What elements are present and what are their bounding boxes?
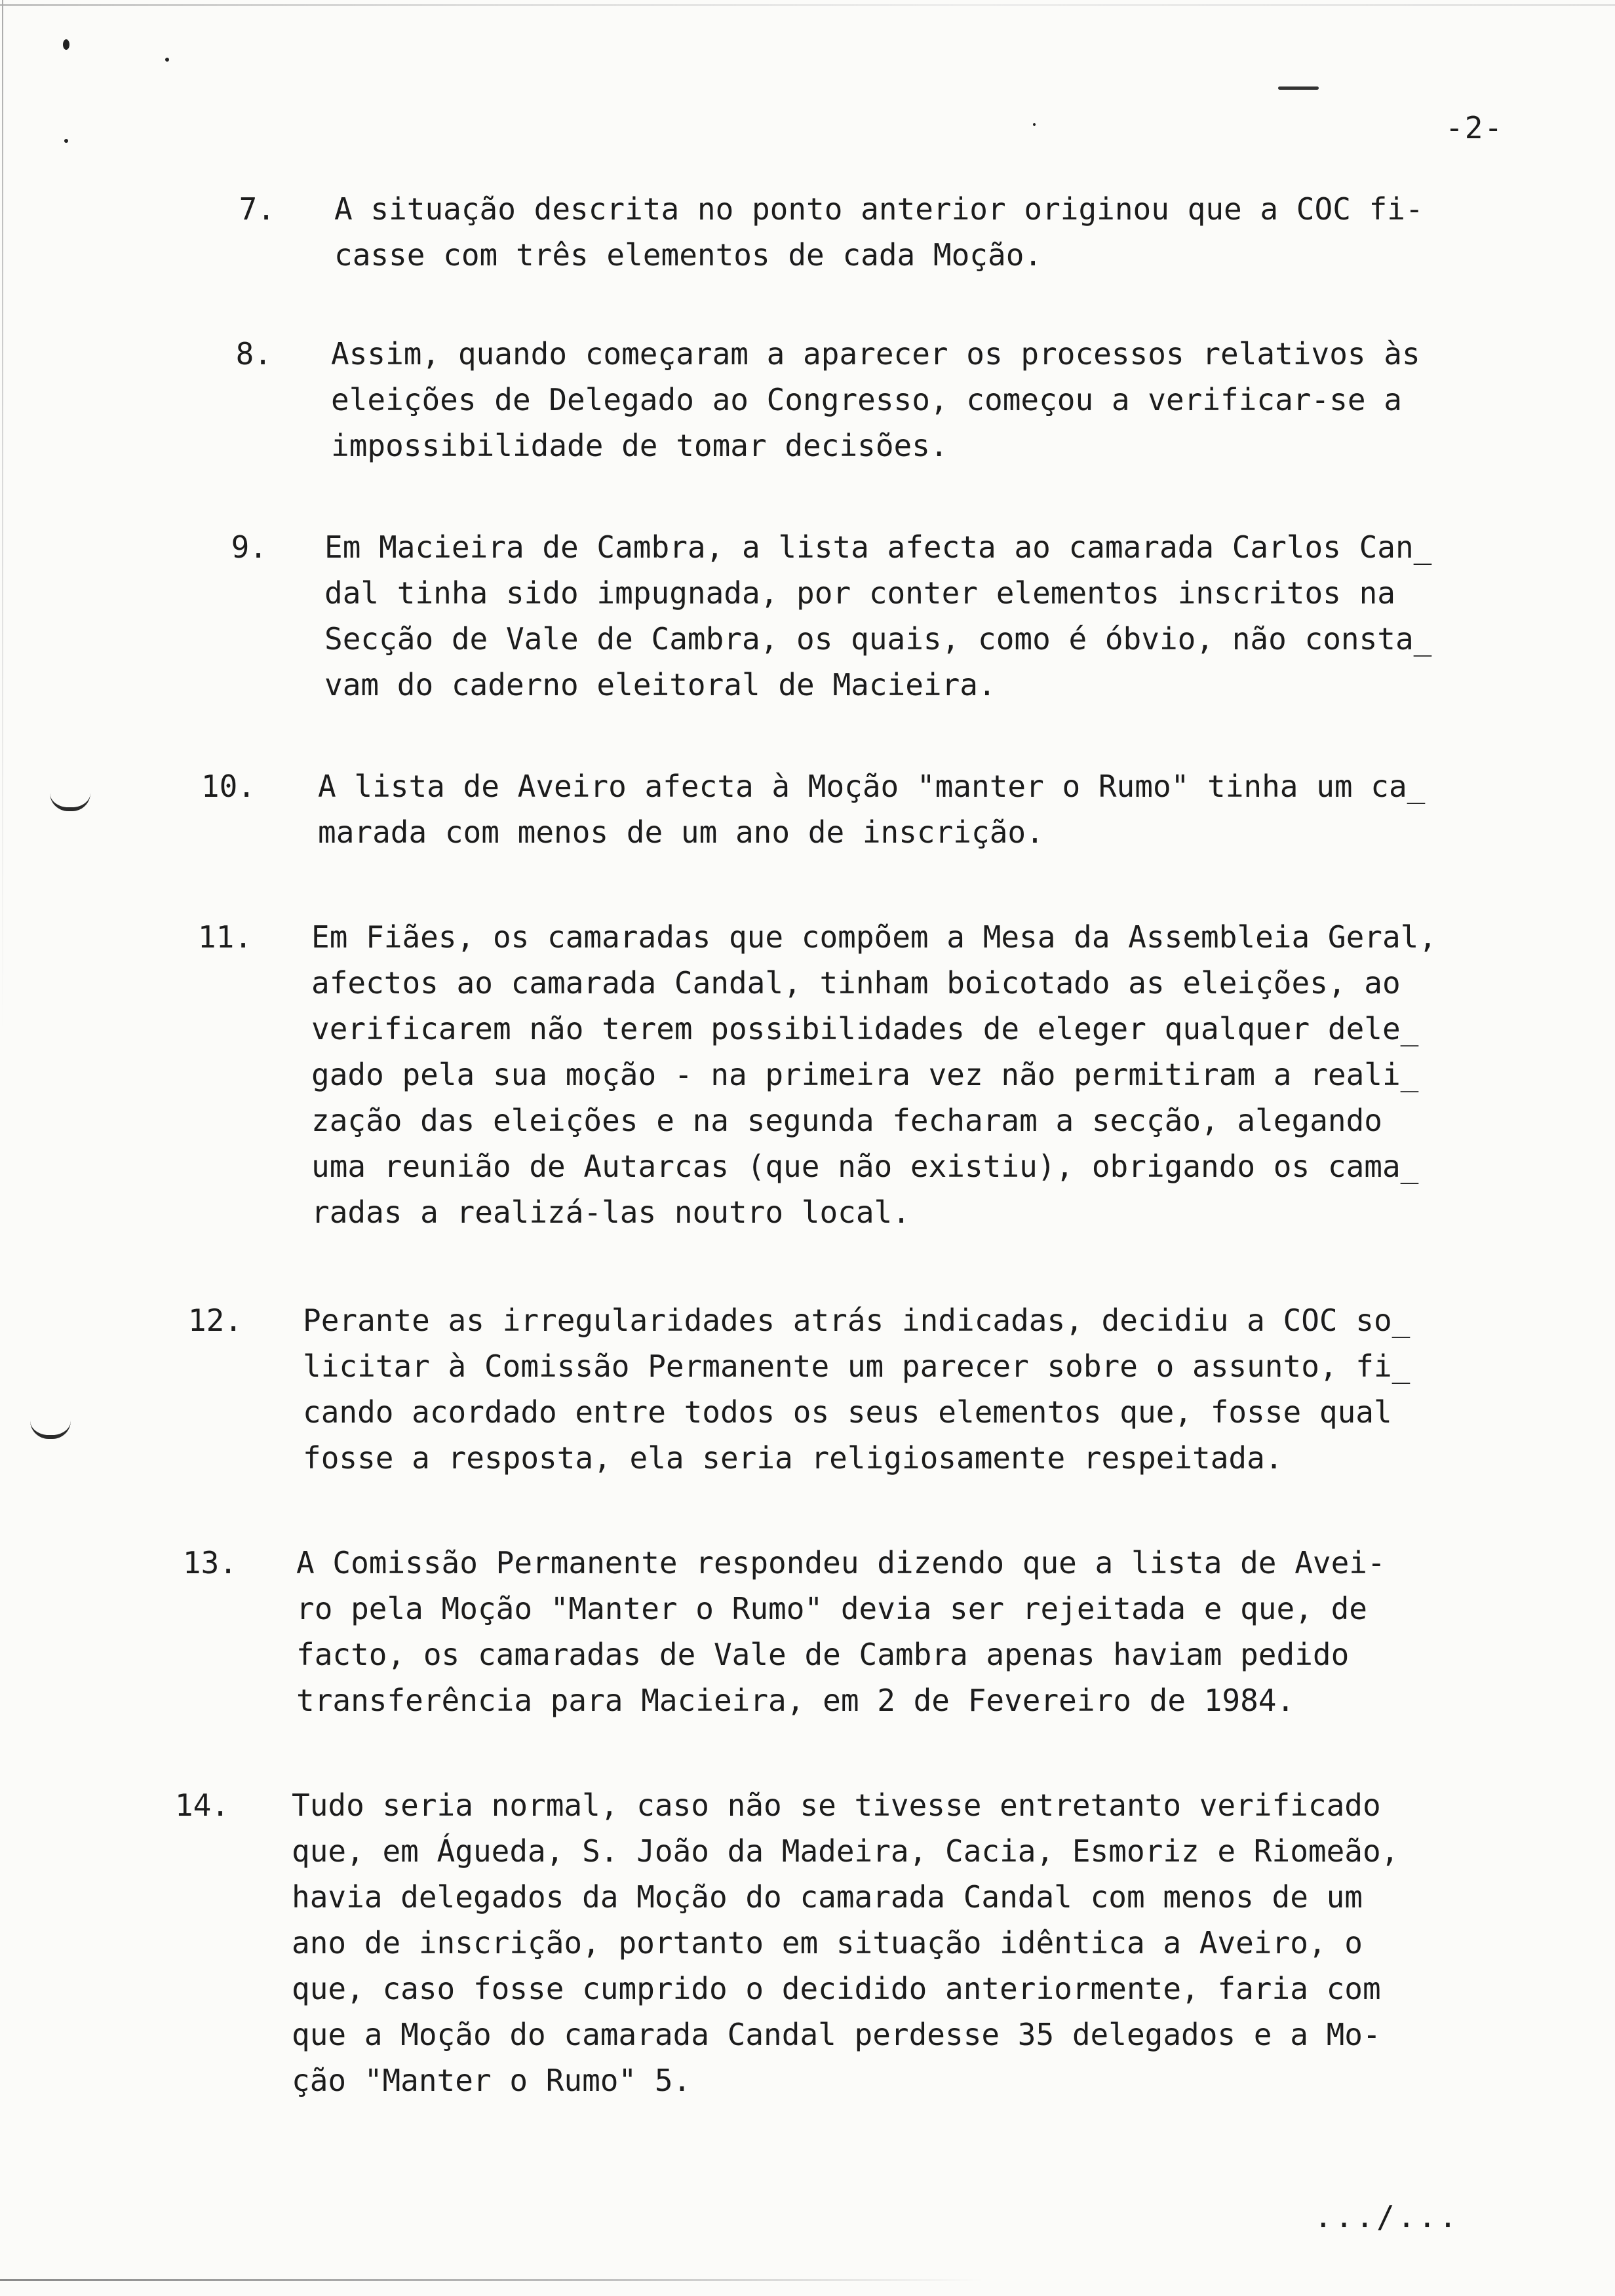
text-line: Perante as irregularidades atrás indicadas, decidiu a COC so̲ [303,1303,1411,1338]
text-line: impossibilidade de tomar decisões. [331,428,948,463]
scan-speck [165,58,169,62]
text-line: A Comissão Permanente respondeu dizendo que a lista de Avei- [296,1545,1386,1580]
handwritten-dash [1278,86,1319,90]
scan-speck [1033,123,1036,126]
text-line: Em Fiães, os camaradas que compõem a Mesa da Assembleia Geral, [311,919,1437,955]
item-text [331,331,1458,469]
text-line: uma reunião de Autarcas (que não existiu), obrigando os cama̲ [311,1149,1419,1184]
text-line: afectos ao camarada Candal, tinham boicotado as eleições, ao [311,965,1401,1001]
text-line: vam do caderno eleitoral de Macieira. [324,667,996,702]
item-number: 8. [235,336,272,372]
scan-speck [63,39,69,50]
item-text [318,763,1445,855]
item-number: 14. [174,1788,229,1823]
text-line: licitar à Comissão Permanente um parecer sobre o assunto, fi̲ [303,1349,1411,1384]
scan-left-edge [2,0,3,2296]
text-line: verificarem não terem possibilidades de eleger qualquer dele̲ [311,1011,1419,1046]
text-line: que, em Águeda, S. João da Madeira, Cacia, Esmoriz e Riomeão, [292,1833,1399,1869]
text-line: cando acordado entre todos os seus elementos que, fosse qual [303,1394,1392,1430]
text-line: ção "Manter o Rumo" 5. [292,2063,691,2098]
text-line: Assim, quando começaram a aparecer os processos relativos às [331,336,1420,372]
item-text [292,1782,1419,2103]
item-number: 12. [187,1303,243,1338]
text-line: transferência para Macieira, em 2 de Fevereiro de 1984. [296,1683,1295,1718]
scan-speck [64,139,68,143]
continuation-mark: .../... [1314,2199,1460,2234]
item-number: 7. [239,191,275,227]
punch-hole-mark [50,793,90,811]
item-text [324,524,1452,708]
item-text [334,186,1462,278]
text-line: que, caso fosse cumprido o decidido anteriormente, faria com [292,1971,1381,2006]
punch-hole-mark [30,1421,71,1439]
item-number: 13. [182,1545,237,1580]
text-line: eleições de Delegado ao Congresso, começou a verificar-se a [331,382,1402,417]
text-line: facto, os camaradas de Vale de Cambra apenas haviam pedido [296,1637,1350,1672]
text-line: que a Moção do camarada Candal perdesse 35 delegados e a Mo- [292,2017,1381,2052]
text-line: ro pela Moção "Manter o Rumo" devia ser rejeitada e que, de [296,1591,1367,1626]
text-line: zação das eleições e na segunda fecharam a secção, alegando [311,1103,1382,1138]
item-text [296,1540,1424,1723]
text-line: A situação descrita no ponto anterior originou que a COC fi- [334,191,1424,227]
text-line: casse com três elementos de cada Moção. [334,237,1043,273]
item-text [303,1297,1430,1481]
text-line: fosse a resposta, ela seria religiosamente respeitada. [303,1440,1283,1476]
scan-top-edge [0,4,1615,6]
text-line: havia delegados da Moção do camarada Candal com menos de um [292,1879,1363,1915]
item-number: 9. [231,529,267,565]
text-line: Tudo seria normal, caso não se tivesse entretanto verificado [292,1788,1381,1823]
item-text [311,914,1439,1235]
text-line: gado pela sua moção - na primeira vez não permitiram a reali̲ [311,1057,1419,1092]
text-line: ano de inscrição, portanto em situação idêntica a Aveiro, o [292,1925,1363,1961]
text-line: radas a realizá-las noutro local. [311,1195,910,1230]
page-number: -2- [1445,110,1504,145]
text-line: Em Macieira de Cambra, a lista afecta ao camarada Carlos Can̲ [324,529,1432,565]
text-line: A lista de Aveiro afecta à Moção "manter o Rumo" tinha um ca̲ [318,769,1426,804]
text-line: Secção de Vale de Cambra, os quais, como é óbvio, não consta̲ [324,621,1432,657]
item-number: 11. [197,919,252,955]
scan-bottom-edge [0,2279,983,2281]
text-line: dal tinha sido impugnada, por conter elementos inscritos na [324,575,1395,611]
item-number: 10. [201,769,256,804]
text-line: marada com menos de um ano de inscrição. [318,814,1044,850]
